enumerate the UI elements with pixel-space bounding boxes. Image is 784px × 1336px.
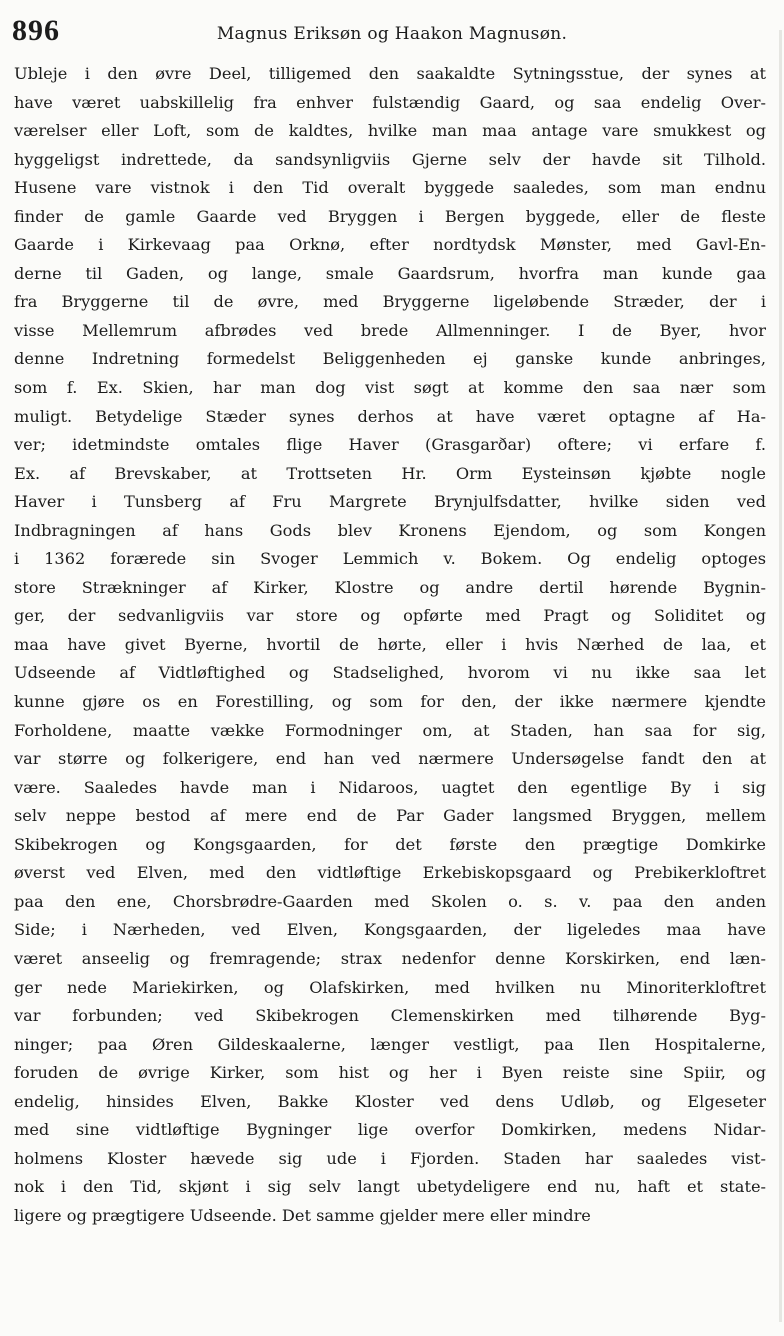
- page-edge: [779, 30, 782, 1322]
- text-line: være. Saaledes havde man i Nidaroos, uagtet den egentlige By i sig: [14, 777, 766, 797]
- text-line: været anseelig og fremragende; strax nedenfor denne Korskirken, end læn-: [14, 948, 766, 968]
- text-line: værelser eller Loft, som de kaldtes, hvilke man maa antage vare smukkest og: [14, 121, 766, 141]
- text-line: ninger; paa Øren Gildeskaalerne, længer vestligt, paa Ilen Hospitalerne,: [14, 1034, 766, 1054]
- text-line: muligt. Betydelige Stæder synes derhos at have været optagne af Ha-: [14, 406, 766, 426]
- text-line: store Strækninger af Kirker, Klostre og andre dertil hørende Bygnin-: [14, 577, 766, 597]
- text-line: maa have givet Byerne, hvortil de hørte, eller i hvis Nærhed de laa, et: [14, 634, 766, 654]
- text-line: Udseende af Vidtløftighed og Stadselighed, hvorom vi nu ikke saa let: [14, 663, 766, 683]
- text-line: i 1362 forærede sin Svoger Lemmich v. Bokem. Og endelig optoges: [14, 549, 766, 569]
- text-line: denne Indretning formedelst Beliggenheden ej ganske kunde anbringes,: [14, 349, 766, 369]
- text-line: nok i den Tid, skjønt i sig selv langt ubetydeligere end nu, haft et state-: [14, 1177, 766, 1197]
- text-line: finder de gamle Gaarde ved Bryggen i Bergen byggede, eller de fleste: [14, 206, 766, 226]
- running-title: Magnus Eriksøn og Haakon Magnusøn.: [216, 24, 568, 44]
- text-line: visse Mellemrum afbrødes ved brede Allmenninger. I de Byer, hvor: [14, 320, 766, 340]
- text-line: paa den ene, Chorsbrødre-Gaarden med Skolen o. s. v. paa den anden: [14, 891, 766, 911]
- text-line: Haver i Tunsberg af Fru Margrete Brynjulfsdatter, hvilke siden ved: [14, 492, 766, 512]
- text-line: ger, der sedvanligviis var store og opførte med Pragt og Soliditet og: [14, 606, 766, 626]
- text-line: Skibekrogen og Kongsgaarden, for det første den prægtige Domkirke: [14, 834, 766, 854]
- text-line: ligere og prægtigere Udseende. Det samme gjelder mere eller mindre: [14, 1205, 591, 1225]
- text-line: foruden de øvrige Kirker, som hist og her i Byen reiste sine Spiir, og: [14, 1063, 766, 1083]
- text-line: derne til Gaden, og lange, smale Gaardsrum, hvorfra man kunde gaa: [14, 263, 766, 283]
- page-number: 896: [12, 14, 60, 47]
- body-text: [14, 60, 766, 1230]
- text-line: Side; i Nærheden, ved Elven, Kongsgaarden, der ligeledes maa have: [14, 920, 766, 940]
- text-line: hyggeligst indrettede, da sandsynligviis Gjerne selv der havde sit Tilhold.: [14, 149, 766, 169]
- text-line: selv neppe bestod af mere end de Par Gader langsmed Bryggen, mellem: [14, 806, 766, 826]
- text-line: Ubleje i den øvre Deel, tilligemed den saakaldte Sytningsstue, der synes at: [14, 64, 766, 83]
- text-line: endelig, hinsides Elven, Bakke Kloster ved dens Udløb, og Elgeseter: [14, 1091, 766, 1111]
- text-line: Husene vare vistnok i den Tid overalt byggede saaledes, som man endnu: [14, 178, 766, 198]
- text-line: som f. Ex. Skien, har man dog vist søgt at komme den saa nær som: [14, 378, 766, 398]
- text-line: var større og folkerigere, end han ved nærmere Undersøgelse fandt den at: [14, 749, 766, 769]
- text-line: Indbragningen af hans Gods blev Kronens Ejendom, og som Kongen: [14, 520, 766, 540]
- text-line: var forbunden; ved Skibekrogen Clemenskirken med tilhørende Byg-: [14, 1006, 766, 1026]
- text-line: Gaarde i Kirkevaag paa Orknø, efter nordtydsk Mønster, med Gavl-En-: [14, 235, 766, 255]
- text-line: øverst ved Elven, med den vidtløftige Erkebiskopsgaard og Prebikerkloftret: [14, 863, 766, 883]
- text-line: fra Bryggerne til de øvre, med Bryggerne ligeløbende Stræder, der i: [14, 292, 766, 312]
- text-line: ger nede Mariekirken, og Olafskirken, med hvilken nu Minoriterkloftret: [14, 977, 766, 997]
- text-line: Forholdene, maatte vække Formodninger om, at Staden, han saa for sig,: [14, 720, 766, 740]
- text-line: holmens Kloster hævede sig ude i Fjorden. Staden har saaledes vist-: [14, 1148, 766, 1168]
- text-line: kunne gjøre os en Forestilling, og som for den, der ikke nærmere kjendte: [14, 692, 766, 712]
- text-line: ver; idetmindste omtales flige Haver (Grasgarðar) oftere; vi erfare f.: [14, 435, 766, 455]
- text-line: Ex. af Brevskaber, at Trottseten Hr. Orm Eysteinsøn kjøbte nogle: [14, 463, 766, 483]
- text-line: have været uabskillelig fra enhver fulstændig Gaard, og saa endelig Over-: [14, 92, 766, 112]
- text-line: med sine vidtløftige Bygninger lige overfor Domkirken, medens Nidar-: [14, 1120, 766, 1140]
